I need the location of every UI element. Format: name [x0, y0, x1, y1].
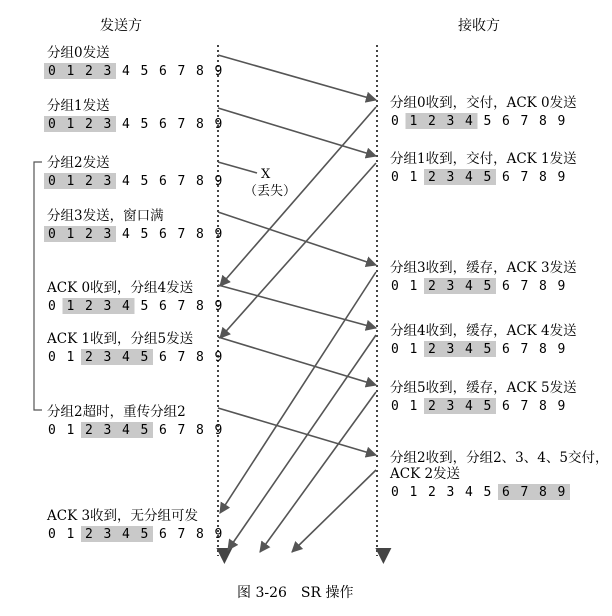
receiver-event-label: 分组0收到，交付，ACK 0发送 [390, 95, 577, 111]
sequence-row [391, 113, 565, 129]
sequence-number: 9 [214, 350, 223, 365]
sequence-number: 1 [66, 227, 75, 242]
receiver-event-label: 分组4收到，缓存，ACK 4发送 [390, 323, 577, 339]
sender-event [44, 98, 222, 132]
sequence-number: 1 [409, 279, 418, 294]
sequence-number: 0 [391, 399, 399, 414]
sequence-number: 0 [48, 64, 56, 79]
sequence-number: 1 [66, 117, 75, 132]
sequence-number: 0 [48, 527, 56, 542]
receiver-event-label-2: ACK 2发送 [390, 466, 461, 482]
sequence-number: 2 [85, 174, 93, 189]
timeout-bracket [34, 162, 42, 410]
sequence-number: 5 [483, 170, 492, 185]
sequence-number: 4 [122, 423, 130, 438]
sender-event [46, 330, 222, 365]
sequence-number: 7 [177, 174, 186, 189]
sequence-number: 8 [539, 399, 547, 414]
sequence-number: 0 [48, 299, 56, 314]
sequence-number: 6 [502, 399, 510, 414]
sequence-number: 4 [465, 114, 473, 129]
sender-event-label: 分组2超时，重传分组2 [47, 404, 186, 420]
sequence-number: 2 [85, 117, 93, 132]
sequence-number: 9 [214, 174, 223, 189]
sequence-number: 1 [66, 527, 75, 542]
receiver-event-label: 分组1收到，交付，ACK 1发送 [390, 151, 577, 167]
sequence-number: 4 [465, 342, 473, 357]
sequence-number: 7 [177, 527, 186, 542]
sequence-number: 5 [140, 117, 149, 132]
packet-4-arrow [218, 285, 376, 328]
sender-header: 发送方 [100, 18, 142, 34]
ack-2-arrow [292, 470, 376, 552]
sender-event [46, 507, 222, 542]
sequence-row [48, 349, 222, 365]
sequence-number: 4 [122, 299, 130, 314]
sequence-number: 7 [177, 227, 186, 242]
sequence-number: 6 [502, 279, 510, 294]
sequence-row [391, 278, 565, 294]
sequence-number: 9 [214, 117, 223, 132]
sequence-number: 3 [446, 485, 455, 500]
loss-label: （丢失） [244, 184, 297, 199]
sender-event-label: ACK 0收到，分组4发送 [47, 280, 194, 296]
ack-5-arrow [260, 392, 376, 552]
sequence-number: 9 [557, 114, 566, 129]
receiver-event [390, 259, 577, 294]
sequence-number: 6 [502, 170, 510, 185]
sequence-number: 0 [48, 350, 56, 365]
sequence-number: 6 [502, 485, 510, 500]
packet-3-arrow [218, 212, 376, 265]
sequence-number: 3 [446, 114, 455, 129]
sequence-number: 1 [409, 485, 418, 500]
sequence-number: 2 [85, 227, 93, 242]
sequence-row [44, 226, 222, 242]
sequence-number: 1 [66, 423, 75, 438]
receiver-event-label: 分组2收到，分组2、3、4、5交付， [390, 450, 609, 466]
sequence-number: 8 [196, 423, 204, 438]
sequence-number: 6 [159, 350, 167, 365]
sender-event-label: 分组2发送 [47, 155, 110, 171]
receiver-events [389, 94, 608, 500]
packet-2-retransmit-arrow [218, 408, 376, 455]
sequence-number: 6 [159, 299, 167, 314]
packet-2-lost-arrow [218, 162, 257, 173]
ack-3-arrow [220, 272, 376, 513]
sequence-number: 8 [196, 227, 204, 242]
sequence-number: 5 [483, 114, 492, 129]
receiver-event-label: 分组5收到，缓存，ACK 5发送 [390, 380, 577, 396]
sequence-number: 5 [140, 174, 149, 189]
sequence-number: 4 [465, 485, 473, 500]
sequence-number: 1 [409, 399, 418, 414]
sequence-number: 5 [140, 423, 149, 438]
sequence-number: 1 [409, 114, 418, 129]
sequence-number: 7 [520, 399, 529, 414]
sequence-number: 5 [140, 350, 149, 365]
sequence-number: 0 [391, 485, 399, 500]
sequence-number: 8 [196, 527, 204, 542]
sequence-number: 5 [140, 299, 149, 314]
sequence-number: 6 [502, 114, 510, 129]
sequence-number: 3 [446, 342, 455, 357]
sequence-number: 2 [428, 485, 436, 500]
sequence-row [48, 526, 222, 542]
sequence-number: 4 [122, 64, 130, 79]
ack-4-arrow [228, 335, 376, 550]
sequence-number: 8 [539, 485, 547, 500]
sequence-number: 9 [214, 299, 223, 314]
sequence-number: 2 [85, 64, 93, 79]
sequence-number: 1 [66, 350, 75, 365]
sequence-number: 8 [196, 64, 204, 79]
sequence-number: 2 [428, 342, 436, 357]
sequence-row [391, 484, 570, 500]
receiver-event [390, 322, 577, 357]
sequence-number: 7 [177, 64, 186, 79]
sequence-number: 6 [502, 342, 510, 357]
sequence-number: 7 [177, 299, 186, 314]
sequence-number: 2 [85, 527, 93, 542]
sequence-number: 1 [66, 64, 75, 79]
sequence-number: 3 [103, 299, 112, 314]
receiver-event [390, 150, 577, 185]
sequence-number: 8 [539, 279, 547, 294]
sequence-number: 8 [196, 299, 204, 314]
sender-event [46, 279, 222, 314]
sequence-number: 9 [557, 485, 566, 500]
sender-event [47, 403, 222, 438]
sequence-number: 3 [446, 170, 455, 185]
packet-5-arrow [218, 337, 376, 385]
sequence-number: 4 [465, 279, 473, 294]
sequence-number: 6 [159, 227, 167, 242]
sequence-number: 3 [103, 350, 112, 365]
sequence-number: 9 [214, 227, 223, 242]
sequence-number: 4 [465, 399, 473, 414]
sequence-row [391, 398, 565, 414]
sequence-number: 7 [177, 423, 186, 438]
sequence-number: 5 [483, 279, 492, 294]
packet-1-arrow [218, 108, 376, 156]
sender-event [44, 45, 222, 79]
sender-events [44, 45, 222, 542]
receiver-event-label: 分组3收到，缓存，ACK 3发送 [390, 260, 577, 276]
sequence-number: 5 [140, 227, 149, 242]
sequence-number: 5 [140, 527, 149, 542]
sequence-number: 0 [391, 114, 399, 129]
sequence-number: 1 [409, 170, 418, 185]
sequence-row [44, 116, 222, 132]
sequence-number: 5 [140, 64, 149, 79]
sequence-number: 0 [48, 423, 56, 438]
sequence-row [48, 422, 222, 438]
sequence-number: 2 [428, 114, 436, 129]
sequence-number: 6 [159, 527, 167, 542]
sequence-number: 8 [539, 170, 547, 185]
sequence-number: 3 [103, 174, 112, 189]
sequence-number: 9 [557, 279, 566, 294]
sender-event-label: 分组0发送 [47, 45, 110, 61]
sequence-number: 8 [196, 174, 204, 189]
sequence-number: 7 [520, 114, 529, 129]
sequence-number: 2 [85, 350, 93, 365]
sequence-number: 0 [391, 342, 399, 357]
sequence-number: 3 [103, 117, 112, 132]
sequence-number: 9 [214, 64, 223, 79]
sequence-row [44, 173, 222, 189]
sequence-number: 3 [103, 423, 112, 438]
sequence-number: 2 [428, 279, 436, 294]
sequence-number: 9 [557, 342, 566, 357]
sequence-number: 5 [483, 399, 492, 414]
sequence-number: 2 [85, 423, 93, 438]
receiver-event [390, 379, 577, 414]
sequence-number: 4 [122, 350, 130, 365]
sequence-row [48, 298, 222, 314]
receiver-event [389, 449, 608, 500]
sequence-number: 3 [446, 399, 455, 414]
sequence-number: 7 [520, 170, 529, 185]
message-arrows [218, 55, 376, 552]
sequence-number: 5 [483, 485, 492, 500]
sequence-number: 0 [391, 279, 399, 294]
sequence-row [44, 63, 222, 79]
sequence-number: 0 [391, 170, 399, 185]
sequence-number: 0 [48, 227, 56, 242]
sequence-number: 6 [159, 423, 167, 438]
figure-caption: 图 3-26 SR 操作 [237, 585, 354, 601]
sequence-number: 4 [122, 117, 130, 132]
sequence-number: 1 [66, 174, 75, 189]
sequence-number: 6 [159, 64, 167, 79]
sequence-number: 0 [48, 174, 56, 189]
sequence-number: 2 [428, 399, 436, 414]
sender-event-label: ACK 1收到，分组5发送 [47, 331, 194, 347]
sequence-number: 8 [539, 342, 547, 357]
sequence-number: 0 [48, 117, 56, 132]
sequence-number: 8 [539, 114, 547, 129]
sequence-number: 4 [122, 227, 130, 242]
sequence-number: 3 [446, 279, 455, 294]
sequence-number: 9 [557, 170, 566, 185]
sender-event [44, 207, 222, 242]
sender-event-label: 分组1发送 [47, 98, 110, 114]
sequence-number: 2 [85, 299, 93, 314]
loss-mark: X [261, 167, 271, 182]
sequence-number: 1 [66, 299, 75, 314]
sequence-number: 6 [159, 117, 167, 132]
receiver-header: 接收方 [458, 18, 500, 34]
sequence-number: 7 [177, 117, 186, 132]
sequence-number: 3 [103, 64, 112, 79]
sequence-number: 4 [122, 527, 130, 542]
sequence-number: 7 [520, 342, 529, 357]
sequence-number: 2 [428, 170, 436, 185]
sender-event [44, 155, 222, 189]
sequence-number: 7 [520, 485, 529, 500]
sequence-number: 9 [214, 527, 223, 542]
sequence-number: 1 [409, 342, 418, 357]
sequence-number: 8 [196, 117, 204, 132]
sender-event-label: 分组3发送，窗口满 [47, 208, 164, 224]
sequence-row [391, 169, 565, 185]
sequence-number: 9 [214, 423, 223, 438]
sender-event-label: ACK 3收到，无分组可发 [47, 508, 199, 524]
sequence-number: 7 [177, 350, 186, 365]
sequence-number: 7 [520, 279, 529, 294]
sequence-number: 3 [103, 227, 112, 242]
sequence-number: 4 [465, 170, 473, 185]
sequence-number: 4 [122, 174, 130, 189]
sequence-number: 5 [483, 342, 492, 357]
sequence-number: 8 [196, 350, 204, 365]
receiver-event [390, 94, 577, 129]
packet-0-arrow [218, 55, 376, 100]
sequence-row [391, 341, 565, 357]
sequence-number: 3 [103, 527, 112, 542]
sequence-number: 9 [557, 399, 566, 414]
sequence-number: 6 [159, 174, 167, 189]
